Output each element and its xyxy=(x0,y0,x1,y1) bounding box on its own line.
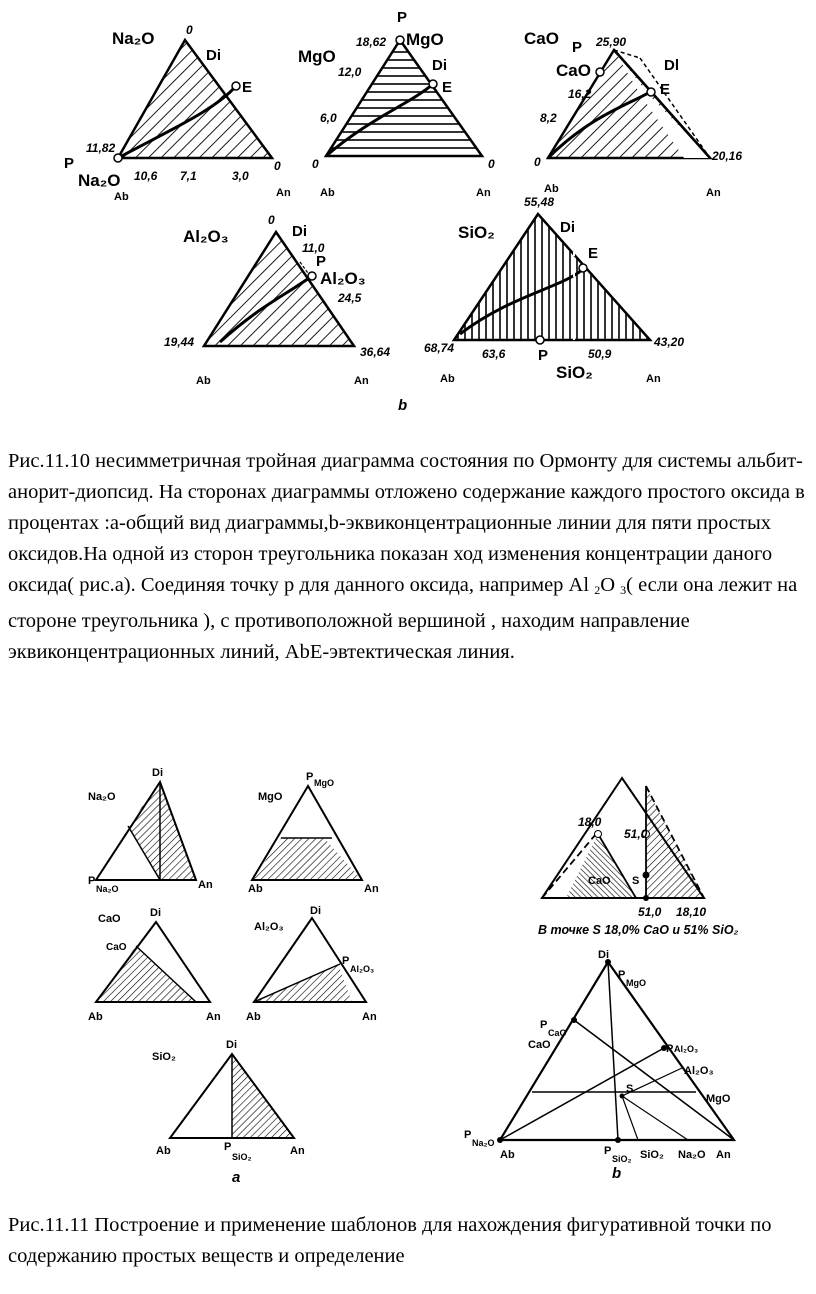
vertex-value: 43,20 xyxy=(654,335,685,349)
subscript: 2 xyxy=(594,583,601,597)
oxide-label: Al₂O₃ xyxy=(684,1065,714,1077)
template-al2o3 xyxy=(246,905,377,1023)
p-subscript: MgO xyxy=(626,978,646,988)
p-label: P xyxy=(666,1043,674,1055)
p-label: P xyxy=(316,253,327,270)
vertex-value: 55,48 xyxy=(524,195,555,209)
vertex-value: 11,82 xyxy=(86,141,116,155)
oxide-label: Na₂O xyxy=(112,29,155,48)
p-label: P xyxy=(540,1019,548,1031)
di-label: Di xyxy=(152,767,163,779)
an-label: An xyxy=(646,373,661,385)
oxide-label: Al₂O₃ xyxy=(254,921,284,933)
ab-label: Ab xyxy=(246,1011,261,1023)
triangle-al2o3 xyxy=(164,213,390,387)
di-label: Di xyxy=(598,949,609,961)
tick-value: 8,2 xyxy=(540,111,557,125)
triangle-na2o xyxy=(64,23,291,203)
big-triangle xyxy=(464,949,734,1164)
triangle-mgo xyxy=(298,9,495,199)
tick-value: 11,0 xyxy=(302,241,325,255)
inner-label: CaO xyxy=(106,942,127,953)
subscript: 3 xyxy=(620,583,627,597)
ab-label: Ab xyxy=(196,375,211,387)
part-label: b xyxy=(612,1165,622,1182)
oxide-label: CaO xyxy=(528,1039,551,1051)
vertex-value: 68,74 xyxy=(424,341,455,355)
ab-label: Ab xyxy=(114,191,129,203)
caption-text: ( если она лежит на стороне треугольника ), с противоположной вершиной , находим направление эквиконцентрационных линий, AbE-эвтектическая линия. xyxy=(8,574,798,663)
p-label: P xyxy=(64,155,75,172)
an-label: An xyxy=(706,187,721,199)
oxide-label: Al₂O₃ xyxy=(183,227,229,246)
figure-11-10-b xyxy=(0,0,816,420)
p-label: P xyxy=(604,1145,612,1157)
ab-label: Ab xyxy=(544,183,559,195)
p-label: P xyxy=(538,347,549,364)
tick-value: 16,2 xyxy=(568,87,592,101)
oxide-label: Na₂O xyxy=(678,1149,706,1161)
vertex-value: 36,64 xyxy=(360,345,391,359)
vertex-value: 0 xyxy=(274,159,281,173)
vertex-value: 0 xyxy=(488,157,495,171)
di-label: Di xyxy=(432,57,447,74)
triangle-sio2 xyxy=(424,195,684,385)
vertex-value: 19,44 xyxy=(164,335,195,349)
e-label: E xyxy=(442,79,453,96)
tick-value: 63,6 xyxy=(482,347,506,361)
p-oxide-label: CaO xyxy=(556,61,591,80)
vertex-value: 18,0 xyxy=(578,815,602,829)
tick-value: 7,1 xyxy=(180,169,197,183)
caption-fig-11-10 xyxy=(8,446,808,668)
tick-value: 12,0 xyxy=(338,65,362,79)
s-label: S xyxy=(632,875,640,887)
template-na2o xyxy=(88,767,213,894)
vertex-value: 51,0 xyxy=(638,905,662,919)
figure-11-11 xyxy=(0,758,816,1198)
part-label: a xyxy=(232,1169,241,1186)
oxide-label: CaO xyxy=(98,913,121,925)
oxide-label: SiO₂ xyxy=(152,1051,176,1063)
ab-label: Ab xyxy=(156,1145,171,1157)
tick-value: 3,0 xyxy=(232,169,249,183)
an-label: An xyxy=(476,187,491,199)
template-mgo xyxy=(248,771,379,895)
p-label: P xyxy=(464,1129,472,1141)
s-label: S xyxy=(626,1083,634,1095)
di-label: Dl xyxy=(664,57,679,74)
an-label: An xyxy=(198,879,213,891)
di-label: Di xyxy=(310,905,321,917)
p-subscript: Al₂O₃ xyxy=(350,964,375,974)
oxide-label: MgO xyxy=(706,1093,731,1105)
an-label: An xyxy=(354,375,369,387)
caption-text: Рис.11.10 несимметричная тройная диаграмма состояния по Ормонту для системы альбит-анорит-диопсид. На сторонах диаграммы отложено содержание каждого простого оксида в процентах :а-общий вид диаграммы,b-эквиконцентрационные линии для пяти простых оксидов.На одной из сторон треугольника показан ход изменения концентрации даного оксида( рис.а). Соединяя точку р для данного оксида, например Al xyxy=(8,450,805,596)
p-label: P xyxy=(618,969,626,981)
p-oxide-label: Na₂O xyxy=(78,171,121,190)
di-label: Di xyxy=(150,907,161,919)
di-label: Di xyxy=(292,223,307,240)
an-label: An xyxy=(362,1011,377,1023)
p-subscript: SiO₂ xyxy=(612,1154,632,1164)
tick-value: 10,6 xyxy=(134,169,158,183)
triangle-cao xyxy=(524,29,742,199)
vertex-value: 18,62 xyxy=(356,35,387,49)
tick-value: 24,5 xyxy=(338,291,362,305)
p-subscript: MgO xyxy=(314,778,334,788)
di-label: Di xyxy=(560,219,575,236)
tick-value: 50,9 xyxy=(588,347,612,361)
vertex-value: 20,16 xyxy=(712,149,743,163)
an-label: An xyxy=(290,1145,305,1157)
di-label: Di xyxy=(226,1039,237,1051)
p-label: P xyxy=(88,875,96,887)
p-label: P xyxy=(224,1141,232,1153)
vertex-value: 51,0 xyxy=(624,827,648,841)
caption-text: O xyxy=(600,574,615,596)
p-oxide-label: MgO xyxy=(406,30,444,49)
oxide-label: MgO xyxy=(258,791,283,803)
vertex-value: 25,90 xyxy=(596,35,627,49)
oxide-label: Na₂O xyxy=(88,791,116,803)
p-label: P xyxy=(397,9,408,26)
overlay-note: В точке S 18,0% CaO и 51% SiO₂ xyxy=(538,923,739,937)
p-subscript: Na₂O xyxy=(472,1138,495,1148)
p-subscript: Na₂O xyxy=(96,884,119,894)
e-label: E xyxy=(588,245,599,262)
an-label: An xyxy=(364,883,379,895)
vertex-value: 0 xyxy=(312,157,319,171)
p-subscript: SiO₂ xyxy=(232,1152,252,1162)
p-label: P xyxy=(342,955,350,967)
caption-fig-11-11: Рис.11.11 Построение и применение шаблонов для нахождения фигуративной точки по содержанию простых веществ и определение xyxy=(8,1214,772,1267)
oxide-label: MgO xyxy=(298,47,336,66)
ab-label: Ab xyxy=(320,187,335,199)
ab-label: Ab xyxy=(440,373,455,385)
e-label: E xyxy=(242,79,253,96)
part-label: b xyxy=(398,397,408,414)
vertex-value: 0 xyxy=(534,155,541,169)
an-label: An xyxy=(276,187,291,199)
inner-label: CaO xyxy=(588,875,611,887)
oxide-label: CaO xyxy=(524,29,559,48)
ab-label: Ab xyxy=(248,883,263,895)
overlay-diagram xyxy=(538,778,739,937)
vertex-value: 0 xyxy=(268,213,275,227)
an-label: An xyxy=(716,1149,731,1161)
p-subscript: Al₂O₃ xyxy=(674,1044,699,1054)
p-label: P xyxy=(306,771,314,783)
p-label: P xyxy=(572,39,583,56)
template-sio2 xyxy=(152,1039,305,1162)
p-oxide-label: Al₂O₃ xyxy=(320,269,366,288)
tick-value: 6,0 xyxy=(320,111,337,125)
oxide-label: SiO₂ xyxy=(640,1149,664,1161)
ab-label: Ab xyxy=(500,1149,515,1161)
an-label: An xyxy=(206,1011,221,1023)
ab-label: Ab xyxy=(88,1011,103,1023)
p-subscript: CaO xyxy=(548,1028,567,1038)
p-oxide-label: SiO₂ xyxy=(556,363,593,382)
di-label: Di xyxy=(206,47,221,64)
e-label: E xyxy=(660,81,671,98)
vertex-value: 18,10 xyxy=(676,905,707,919)
vertex-value: 0 xyxy=(186,23,193,37)
template-cao xyxy=(88,907,221,1023)
oxide-label: SiO₂ xyxy=(458,223,495,242)
